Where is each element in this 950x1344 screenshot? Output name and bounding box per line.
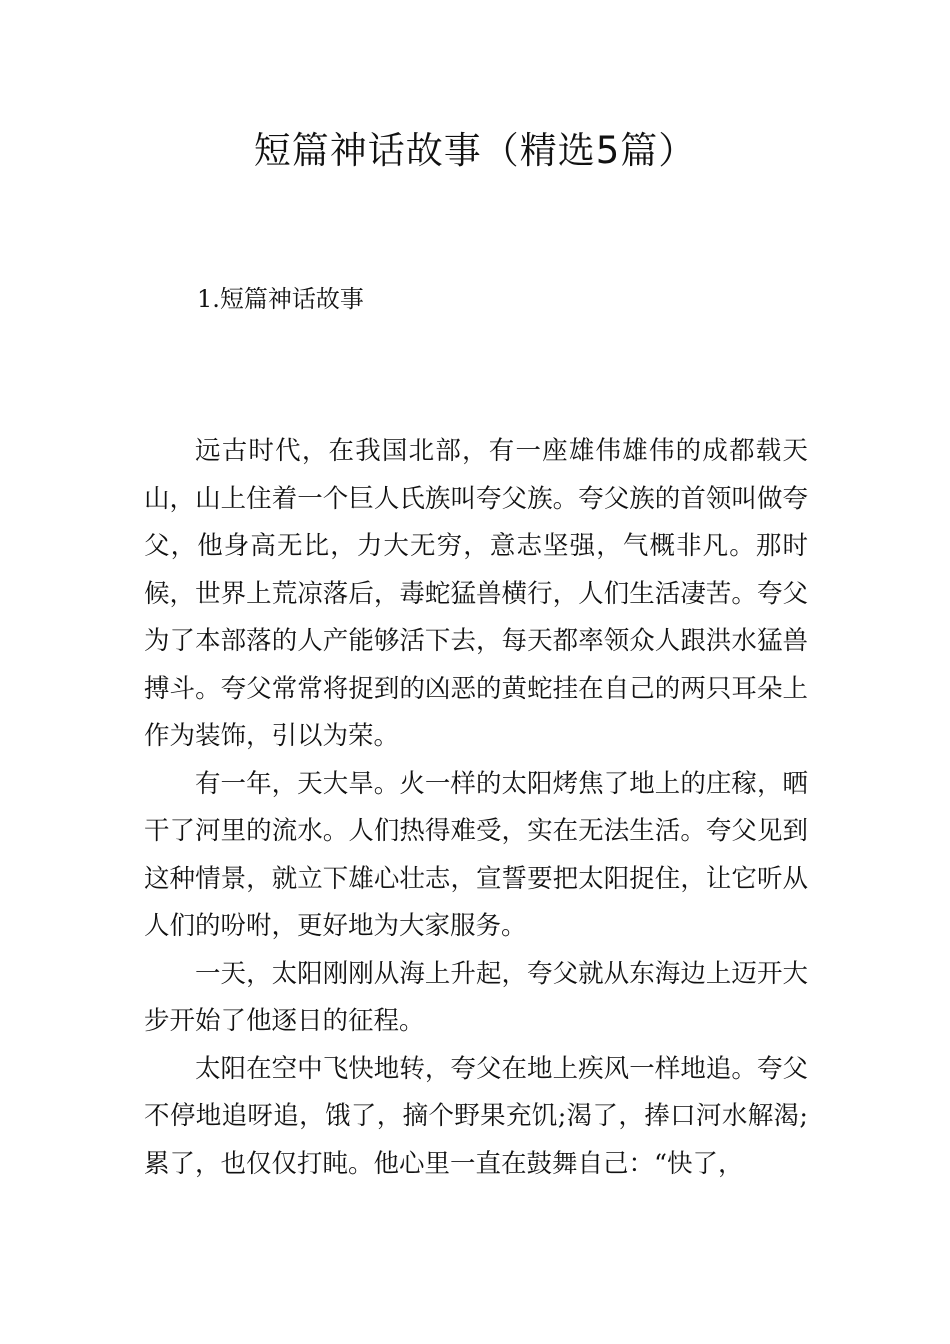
paragraph: 远古时代，在我国北部，有一座雄伟雄伟的成都载天山，山上住着一个巨人氏族叫夸父族。夸父族的首领叫做夸父，他身高无比，力大无穷，意志坚强，气概非凡。那时候，世界上荒凉落后，毒蛇猛兽横行，人们生活凄苦。夸父为了本部落的人产能够活下去，每天都率领众人跟洪水猛兽搏斗。夸父常常将捉到的凶恶的黄蛇挂在自己的两只耳朵上作为装饰，引以为荣。 <box>144 436 808 751</box>
paragraph: 有一年，天大旱。火一样的太阳烤焦了地上的庄稼，晒干了河里的流水。人们热得难受，实在无法生活。夸父见到这种情景，就立下雄心壮志，宣誓要把太阳捉住，让它听从人们的吩咐，更好地为大家服务。 <box>144 768 808 941</box>
paragraph: 太阳在空中飞快地转，夸父在地上疾风一样地追。夸父不停地追呀追，饿了，摘个野果充饥;渴了，捧口河水解渴;累了，也仅仅打盹。他心里一直在鼓舞自己：“快了， <box>144 1053 808 1179</box>
document-title: 短篇神话故事（精选5篇） <box>253 129 697 172</box>
paragraph: 一天，太阳刚刚从海上升起，夸父就从东海边上迈开大步开始了他逐日的征程。 <box>144 958 808 1036</box>
section-heading: 1.短篇神话故事 <box>197 285 364 313</box>
document-body <box>144 428 808 1188</box>
